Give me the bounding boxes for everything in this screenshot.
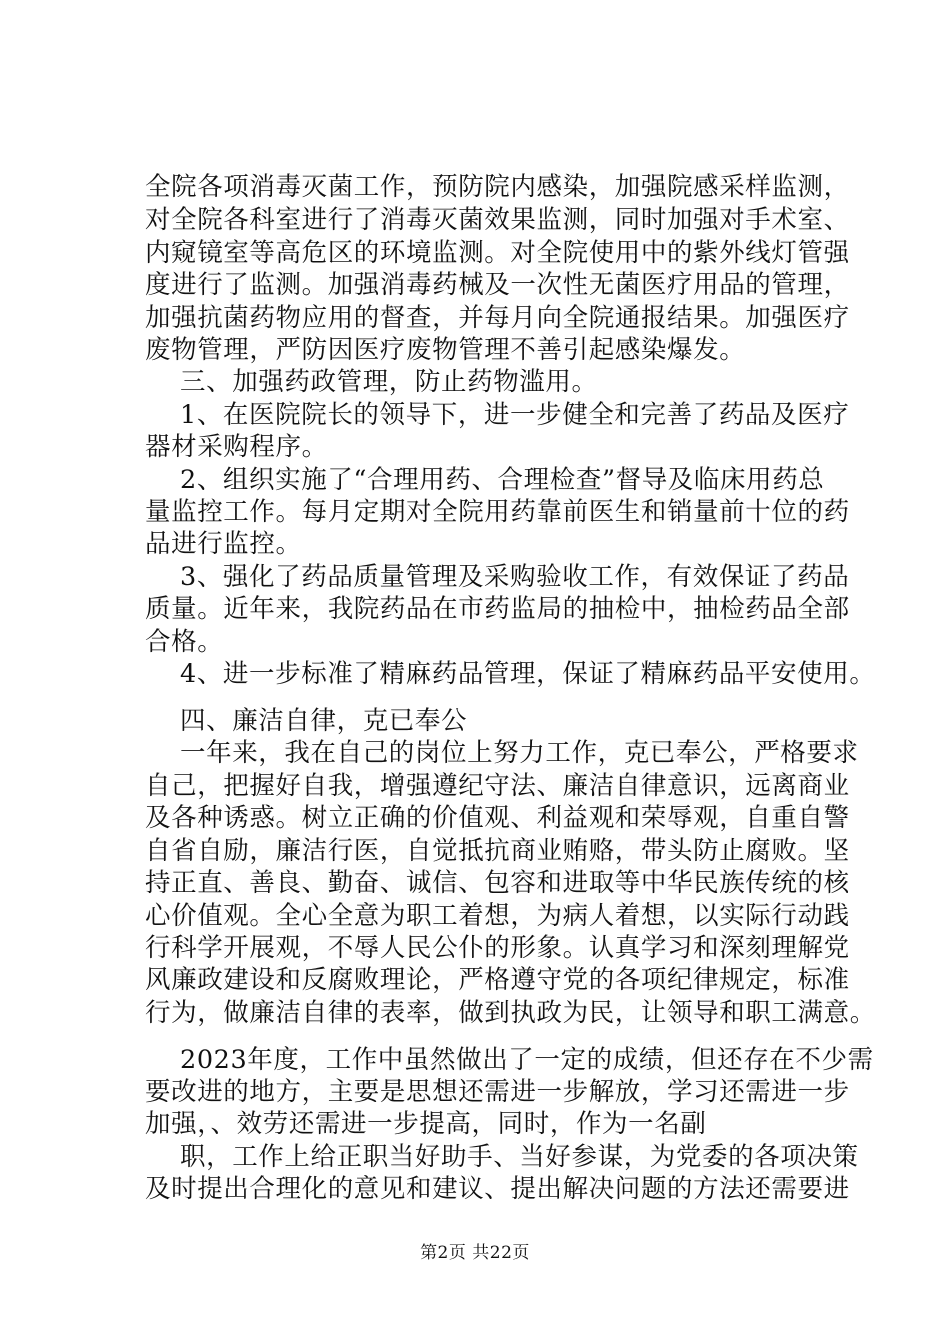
text-line: 及时提出合理化的意见和建议、提出解决问题的方法还需要进: [145, 1174, 850, 1204]
text-line: 一年来，我在自己的岗位上努力工作，克已奉公，严格要求: [180, 738, 859, 768]
text-line: 加强抗菌药物应用的督查，并每月向全院通报结果。加强医疗: [145, 303, 850, 333]
text-line: 职，工作上给正职当好助手、当好参谋，为党委的各项决策: [180, 1142, 859, 1172]
section-heading: 三、加强药政管理，防止药物滥用。: [180, 367, 598, 397]
text-line: 品进行监控。: [145, 529, 302, 559]
text-line: 2、组织实施了“合理用药、合理检查”督导及临床用药总: [180, 465, 825, 495]
text-line: 要改进的地方，主要是思想还需进一步解放，学习还需进一步: [145, 1077, 850, 1107]
text-line: 内窥镜室等高危区的环境监测。对全院使用中的紫外线灯管强: [145, 238, 850, 268]
text-line: 1、在医院院长的领导下，进一步健全和完善了药品及医疗: [180, 400, 850, 430]
text-line: 3、强化了药品质量管理及采购验收工作，有效保证了药品: [180, 562, 850, 592]
text-line: 行为，做廉洁自律的表率，做到执政为民，让领导和职工满意。: [145, 998, 876, 1028]
text-line: 行科学开展观，不辱人民公仆的形象。认真学习和深刻理解党: [145, 933, 850, 963]
text-line: 对全院各科室进行了消毒灭菌效果监测，同时加强对手术室、: [145, 205, 850, 235]
section-heading: 四、廉洁自律，克已奉公: [180, 706, 468, 736]
text-line: 度进行了监测。加强消毒药械及一次性无菌医疗用品的管理，: [145, 270, 850, 300]
text-line: 持正直、善良、勤奋、诚信、包容和进取等中华民族传统的核: [145, 868, 850, 898]
text-line: 全院各项消毒灭菌工作，预防院内感染，加强院感采样监测，: [145, 172, 850, 202]
text-line: 加强，、效劳还需进一步提高，同时，作为一名副: [145, 1109, 707, 1139]
text-line: 质量。近年来，我院药品在市药监局的抽检中，抽检药品全部: [145, 594, 850, 624]
text-line: 废物管理，严防因医疗废物管理不善引起感染爆发。: [145, 335, 746, 365]
text-line: 4、进一步标准了精麻药品管理，保证了精麻药品平安使用。: [180, 659, 876, 689]
text-line: 及各种诱惑。树立正确的价值观、利益观和荣辱观，自重自警: [145, 803, 850, 833]
text-line: 2023年度，工作中虽然做出了一定的成绩，但还存在不少需: [180, 1045, 874, 1075]
page-number-footer: 第2页 共22页: [420, 1243, 530, 1263]
text-line: 量监控工作。每月定期对全院用药靠前医生和销量前十位的药: [145, 497, 850, 527]
text-line: 风廉政建设和反腐败理论，严格遵守党的各项纪律规定，标准: [145, 965, 850, 995]
text-line: 自省自励，廉洁行医，自觉抵抗商业贿赂，带头防止腐败。坚: [145, 836, 850, 866]
text-line: 合格。: [145, 627, 224, 657]
text-line: 器材采购程序。: [145, 432, 328, 462]
text-line: 自己，把握好自我，增强遵纪守法、廉洁自律意识，远离商业: [145, 771, 850, 801]
text-line: 心价值观。全心全意为职工着想，为病人着想，以实际行动践: [145, 901, 850, 931]
